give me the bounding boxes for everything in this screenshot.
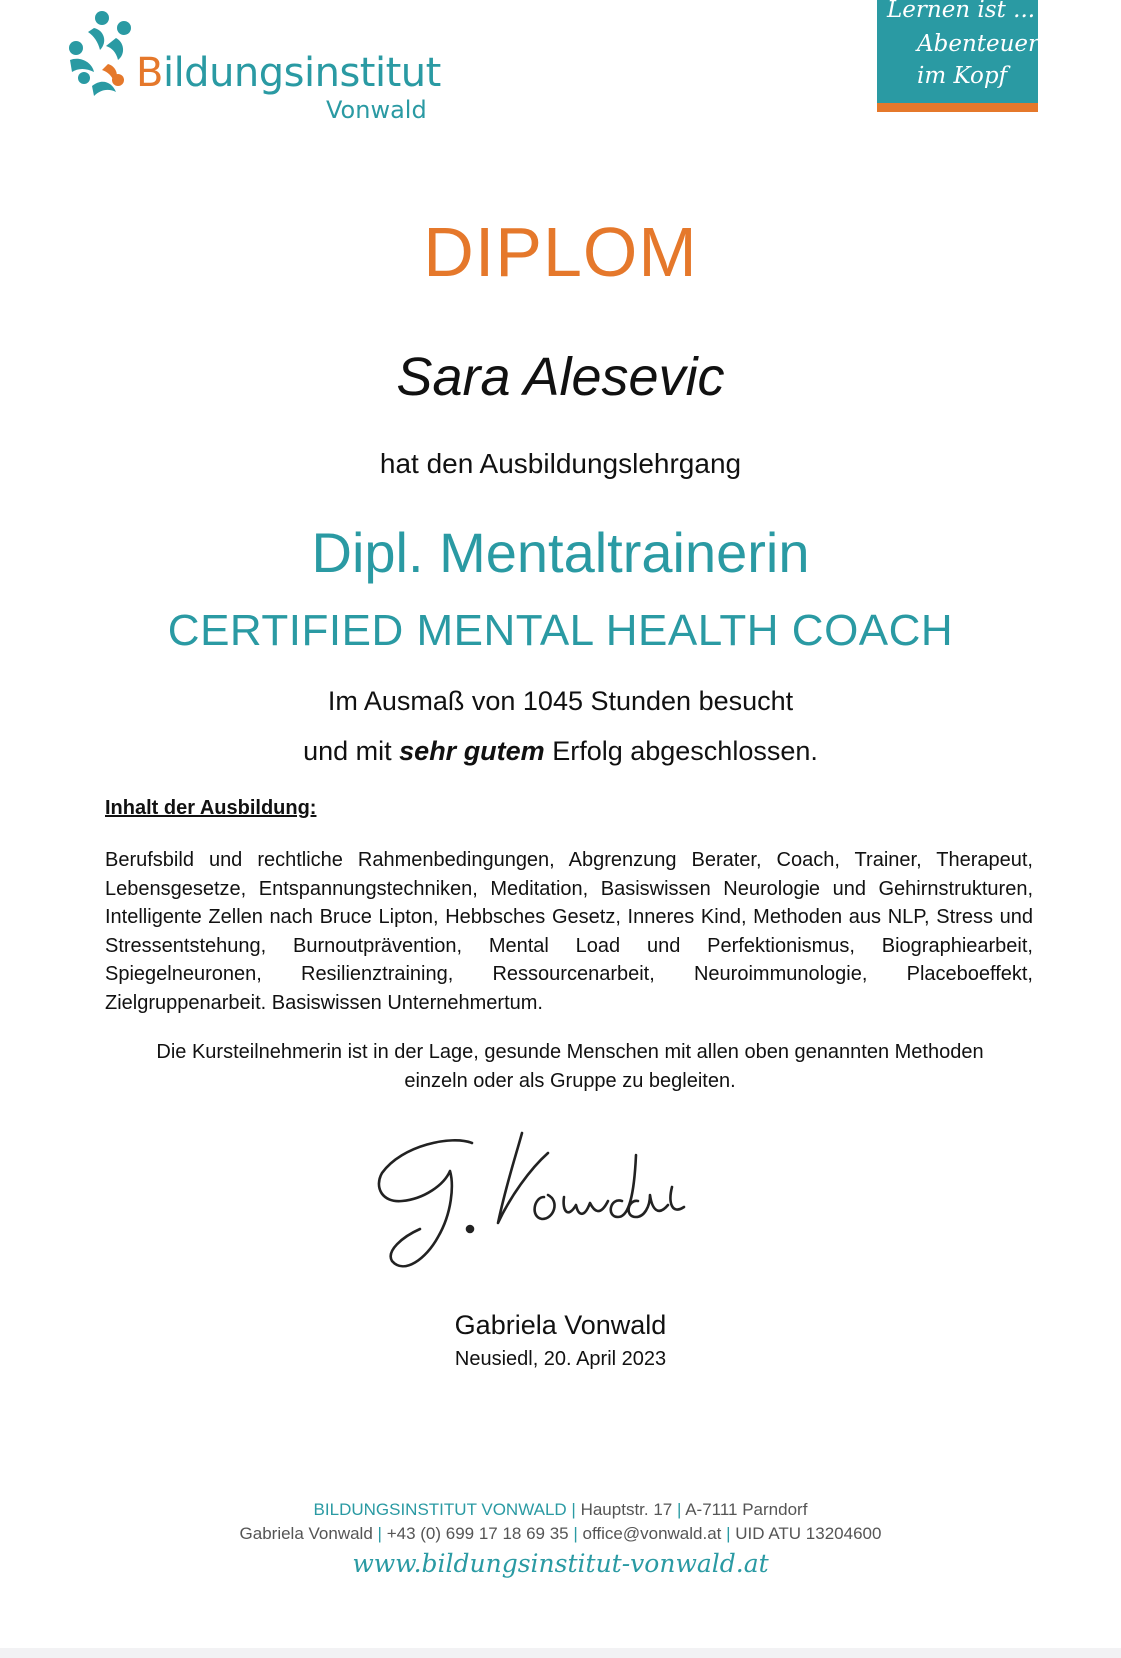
footer-street: Hauptstr. 17 <box>580 1500 673 1519</box>
competence-line2: einzeln oder als Gruppe zu begleiten. <box>404 1070 736 1092</box>
tagline-line1: Lernen ist ... <box>887 0 1036 23</box>
footer-institute: BILDUNGSINSTITUT VONWALD <box>313 1500 567 1519</box>
footer-city: A-7111 Parndorf <box>685 1500 808 1519</box>
footer-website[interactable]: www.bildungsinstitut-vonwald.at <box>352 1549 769 1578</box>
footer-uid: UID ATU 13204600 <box>735 1524 882 1543</box>
tagline-line2: Abenteuer <box>917 31 1040 57</box>
hours-text: Im Ausmaß von 1045 Stunden besucht <box>327 686 794 716</box>
course-title: Dipl. Mentaltrainerin <box>311 521 810 584</box>
result-suffix: Erfolg abgeschlossen. <box>544 736 818 766</box>
footer-email[interactable]: office@vonwald.at <box>582 1524 722 1543</box>
intro-text: hat den Ausbildungslehrgang <box>379 448 742 479</box>
footer-separator: | <box>676 1500 682 1519</box>
competence-line1: Die Kursteilnehmerin ist in der Lage, gesunde Menschen mit allen oben genannten Methoden <box>156 1041 984 1063</box>
logo-subtitle: Vonwald <box>326 96 427 124</box>
footer-separator: | <box>573 1524 578 1543</box>
logo-wordmark-rest: ildungsinstitut <box>162 50 441 96</box>
footer-separator: | <box>377 1524 382 1543</box>
diploma-title: DIPLOM <box>423 213 698 291</box>
result-prefix: und mit <box>303 736 400 766</box>
result-grade: sehr gutem <box>399 736 545 766</box>
institute-logo <box>64 6 444 124</box>
place-date: Neusiedl, 20. April 2023 <box>454 1348 667 1370</box>
content-heading: Inhalt der Ausbildung: <box>105 797 317 819</box>
logo-wordmark-initial: B <box>136 50 163 96</box>
competence-statement <box>110 1038 1030 1096</box>
people-circle-logo-icon <box>64 6 144 106</box>
footer-address <box>0 1500 1121 1520</box>
signer-name: Gabriela Vonwald <box>454 1310 667 1340</box>
tagline-box <box>877 0 1038 112</box>
footer-separator: | <box>571 1500 576 1519</box>
recipient-name: Sara Alesevic <box>396 347 725 407</box>
footer-phone: +43 (0) 699 17 18 69 35 <box>386 1524 569 1543</box>
course-title-english: CERTIFIED MENTAL HEALTH COACH <box>167 606 954 655</box>
footer-separator: | <box>726 1524 731 1543</box>
result-text <box>0 736 1121 767</box>
logo-wordmark <box>136 50 441 96</box>
content-text: Berufsbild und rechtliche Rahmenbedingungen, Abgrenzung Berater, Coach, Trainer, Therapeut, Lebensgesetze, Entspannungstechniken, Meditation, Basiswissen Neurologie und Gehirnstrukturen, Intelligente Zellen nach Bruce Lipton, Hebbsches Gesetz, Inneres Kind, Methoden aus NLP, Stress und Stressentstehung, Burnoutprävention, Mental Load und Perfektionismus, Biographiearbeit, Spiegelneuronen, Resilienztraining, Ressourcenarbeit, Neuroimmunologie, Placeboeffekt, Zielgruppenarbeit. Basiswissen Unternehmertum. <box>105 849 1033 1014</box>
footer-contact-name: Gabriela Vonwald <box>239 1524 373 1543</box>
footer-contact <box>0 1524 1121 1544</box>
handwritten-signature <box>372 1125 752 1300</box>
tagline-line3: im Kopf <box>917 63 1008 89</box>
